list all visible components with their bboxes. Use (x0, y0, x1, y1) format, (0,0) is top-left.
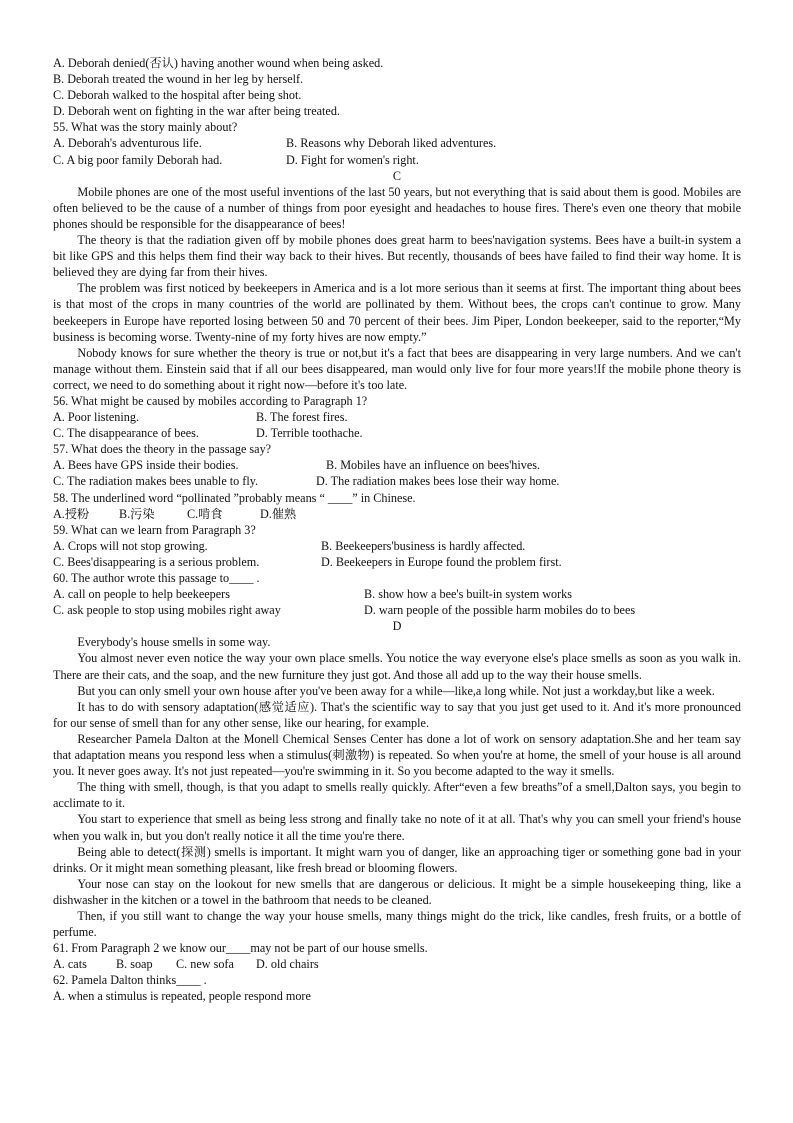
q55-options-row2 (53, 152, 741, 168)
section-c-paragraph-4: Nobody knows for sure whether the theory is true or not,but it's a fact that bees are disappearing in very large numbers. And we can't manage without them. Einstein said that if all our bees disappeared, man would only live for four more years!If the mobile phone theory is correct, we need to do something about it right now—before it's too late. (53, 345, 741, 392)
q55-option-b: B. Reasons why Deborah liked adventures. (286, 136, 497, 151)
q55-option-a: A. Deborah's adventurous life. (53, 136, 202, 151)
q56-option-b: B. The forest fires. (256, 410, 348, 425)
q56-option-c: C. The disappearance of bees. (53, 426, 199, 441)
q57-options-row2 (53, 473, 741, 489)
q54-option-b: B. Deborah treated the wound in her leg by herself. (53, 72, 304, 87)
q59-option-d: D. Beekeepers in Europe found the problem first. (321, 554, 562, 569)
q56-stem: 56. What might be caused by mobiles according to Paragraph 1? (53, 393, 368, 408)
q61-option-d: D. old chairs (256, 957, 319, 972)
exam-page (53, 55, 741, 1005)
q56-option-a: A. Poor listening. (53, 410, 139, 425)
q55-option-c: C. A big poor family Deborah had. (53, 152, 223, 167)
q57-option-d: D. The radiation makes bees lose their way home. (316, 474, 560, 489)
q57-option-b: B. Mobiles have an influence on bees'hives. (326, 458, 541, 473)
section-d-paragraph-4: It has to do with sensory adaptation(感觉适应). That's the scientific way to say that you just get used to it. And it's more pronounced for our sense of smell than for any other sense, like our hearing, for example. (53, 699, 741, 730)
q59-stem: 59. What can we learn from Paragraph 3? (53, 522, 256, 537)
section-d-paragraph-8: Being able to detect(探测) smells is important. It might warn you of danger, like an approaching tiger or something gone bad in your drinks. Or it might mean something pleasant, like fresh bread or blooming flowers. (53, 844, 741, 875)
q55-options-row1 (53, 135, 741, 151)
q55-option-d: D. Fight for women's right. (286, 152, 419, 167)
q57-stem: 57. What does the theory in the passage say? (53, 442, 272, 457)
q60-options-row2 (53, 602, 741, 618)
q54-option-d: D. Deborah went on fighting in the war after being treated. (53, 104, 340, 119)
section-c-paragraph-1: Mobile phones are one of the most useful inventions of the last 50 years, but not everything that is said about them is good. Mobiles are often believed to be the cause of a number of things from poor eyesight and headaches to house fires. There's even one theory that mobile phones should be responsible for the disappearance of bees! (53, 184, 741, 231)
section-d-paragraph-10: Then, if you still want to change the way your house smells, many things might do the trick, like candles, fresh fruits, or a bottle of perfume. (53, 908, 741, 940)
q59-option-a: A. Crops will not stop growing. (53, 538, 208, 553)
q60-option-c: C. ask people to stop using mobiles right away (53, 603, 281, 618)
q59-option-c: C. Bees'disappearing is a serious problem. (53, 554, 260, 569)
section-d-paragraph-5: Researcher Pamela Dalton at the Monell Chemical Senses Center has done a lot of work on sensory adaptation.She and her team say that adaptation means you respond less when a stimulus(刺激物) is repeated. So when you're at home, the smell of your house is all around you. It never goes away. It's not just repeated—you're swimming in it. So you become adapted to the way it smells. (53, 731, 741, 779)
q56-options-row2 (53, 425, 741, 441)
section-c-paragraph-2: The theory is that the radiation given off by mobile phones does great harm to bees'navigation systems. Bees have a built-in system a bit like GPS and this helps them find their way back to their hives. But recently, thousands of bees have failed to find their way home. It is believed they are dying far from their hives. (53, 233, 741, 280)
q54-option-c: C. Deborah walked to the hospital after being shot. (53, 88, 302, 103)
q57-options-row1 (53, 457, 741, 473)
section-d-paragraph-2: You almost never even notice the way your own place smells. You notice the way everyone else's place smells as soon as you walk in. There are their cats, and the soap, and the new furniture they just got. And those all add up to the way their house smells. (53, 651, 741, 682)
q59-option-b: B. Beekeepers'business is hardly affected. (321, 538, 526, 553)
q61-option-a: A. cats (53, 957, 87, 972)
section-d-paragraph-9: Your nose can stay on the lookout for new smells that are dangerous or delicious. It might be a simple housekeeping thing, like a dishwasher in the kitchen or a towel in the bathroom that needs to be cleaned. (53, 876, 741, 907)
q58-options-row (53, 506, 741, 522)
q58-stem: 58. The underlined word “pollinated ”probably means “ ____” in Chinese. (53, 490, 416, 505)
q61-stem: 61. From Paragraph 2 we know our____may not be part of our house smells. (53, 941, 428, 956)
q54-option-a: A. Deborah denied(否认) having another wound when being asked. (53, 56, 384, 70)
q59-options-row2 (53, 554, 741, 570)
q60-option-a: A. call on people to help beekeepers (53, 587, 230, 602)
q62-option-a: A. when a stimulus is repeated, people respond more (53, 989, 311, 1004)
q62-stem: 62. Pamela Dalton thinks____ . (53, 973, 207, 988)
q57-option-a: A. Bees have GPS inside their bodies. (53, 458, 239, 473)
q59-options-row1 (53, 538, 741, 554)
q60-option-d: D. warn people of the possible harm mobiles do to bees (364, 603, 636, 618)
section-d-label: D (392, 619, 402, 634)
section-d-paragraph-6: The thing with smell, though, is that you adapt to smells really quickly. After“even a few breaths”of a smell,Dalton says, you begin to acclimate to it. (53, 780, 741, 811)
q60-stem: 60. The author wrote this passage to____ . (53, 571, 260, 585)
q58-option-d: D.催熟 (260, 506, 297, 521)
q58-option-b: B.污染 (119, 506, 155, 521)
section-d-paragraph-3: But you can only smell your own house after you've been away for a while—like,a long while. Not just a workday,but like a week. (77, 683, 715, 698)
q60-option-b: B. show how a bee's built-in system works (364, 587, 573, 602)
q61-option-b: B. soap (116, 957, 153, 972)
section-d-paragraph-7: You start to experience that smell as being less strong and finally take no note of it at all. That's why you can smell your friend's house when you walk in, but you don't really notice it all the time you're there. (53, 812, 741, 843)
q58-option-a: A.授粉 (53, 506, 90, 521)
q57-option-c: C. The radiation makes bees unable to fly. (53, 474, 259, 489)
section-c-label: C (392, 168, 402, 183)
q56-option-d: D. Terrible toothache. (256, 426, 363, 441)
q55-stem: 55. What was the story mainly about? (53, 120, 238, 135)
q56-options-row1 (53, 409, 741, 425)
q58-option-c: C.啃食 (187, 506, 223, 521)
q61-option-c: C. new sofa (176, 957, 234, 972)
section-c-paragraph-3: The problem was first noticed by beekeepers in America and is a lot more serious than it seems at first. The important thing about bees is that most of the crops in many countries of the world are pollinated by them. Without bees, the crops can't continue to grow. Many beekeepers in Europe have reported losing between 50 and 70 percent of their bees. Jim Piper, London beekeeper, said to the reporter,“My business is becoming worse. Twenty-nine of my forty hives are now empty.” (53, 281, 741, 344)
section-d-paragraph-1: Everybody's house smells in some way. (77, 635, 271, 650)
q60-options-row1 (53, 586, 741, 602)
q61-options-row (53, 956, 741, 972)
